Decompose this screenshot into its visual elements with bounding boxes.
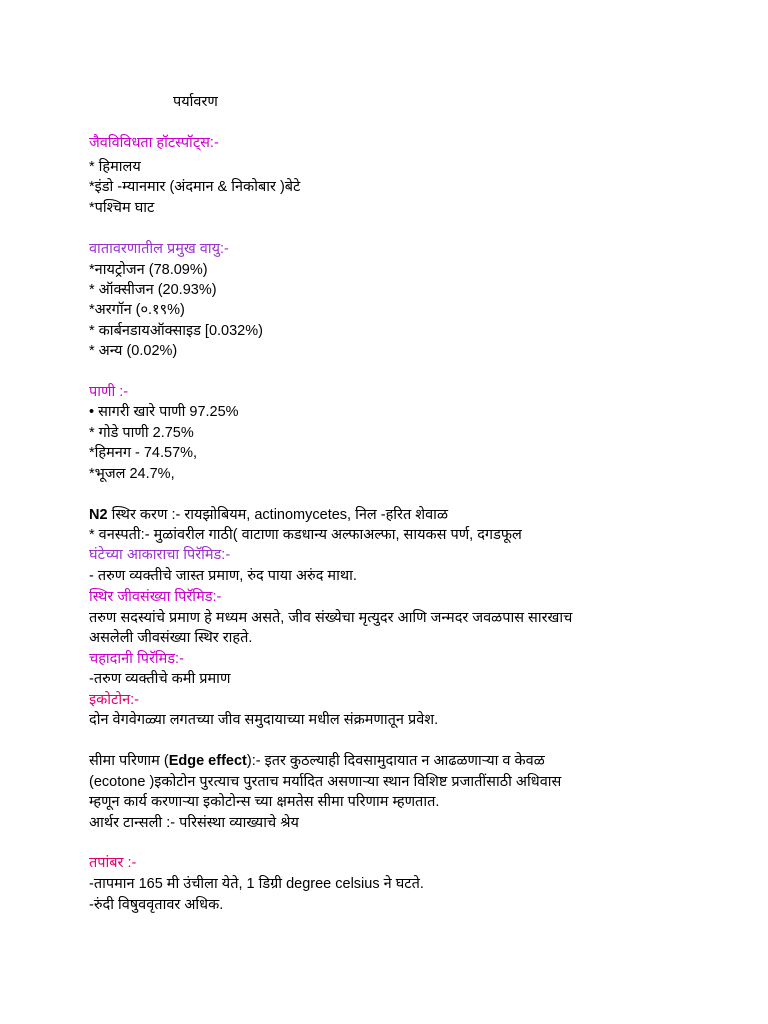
n2-label: N2 [89,507,108,523]
list-item: * अन्य (0.02%) [89,343,178,359]
list-item: *इंडो -म्यानमार (अंदमान & निकोबार )बेटे [89,179,301,195]
tapambar-line1: -तापमान 165 मी उंचीला येते, 1 डिग्री degree celsius ने घटते. [89,876,424,892]
pyramid-bell-heading: घंटेच्या आकाराचा पिरॅमिड:- [89,547,231,563]
hotspots-heading: जैवविविधता हॉटस्पॉट्स:- [89,135,219,151]
list-item: *पश्चिम घाट [89,200,155,216]
tapambar-line2: -रुंदी विषुववृतावर अधिक. [89,897,224,913]
pyramid-urn-heading: चहादानी पिरॅमिड:- [89,651,184,667]
list-item: *अरगॉन (०.१९%) [89,302,185,318]
pyramid-urn-text: -तरुण व्यक्तीचे कमी प्रमाण [89,671,231,687]
n2-text: स्थिर करण :- रायझोबियम, actinomycetes, निल -हरित शेवाळ [107,507,448,523]
list-item: * गोडे पाणी 2.75% [89,425,194,441]
pyramid-stable-line2: असलेली जीवसंख्या स्थिर राहते. [89,630,253,646]
edge-suffix: ):- इतर कुठल्याही दिवसामुदायात न आढळणाऱ्या व केवळ [246,753,545,769]
edge-effect-line3: म्हणून कार्य करणाऱ्या इकोटोन्स च्या क्षमतेस सीमा परिणाम म्हणतात. [89,794,440,810]
edge-effect-line1 [89,751,545,771]
edge-bold: Edge effect [168,753,247,769]
pyramid-stable-line1: तरुण सदस्यांचे प्रमाण हे मध्यम असते, जीव संख्येचा मृत्युदर आणि जन्मदर जवळपास सारखाच [89,610,573,626]
list-item: *हिमनग - 74.57%, [89,445,198,461]
list-item: * कार्बनडायऑक्साइड [0.032%) [89,323,263,339]
list-item: *भूजल 24.7%, [89,466,175,482]
edge-prefix: सीमा परिणाम ( [89,753,169,769]
gases-heading: वातावरणातील प्रमुख वायु:- [89,241,229,257]
pyramid-bell-text: - तरुण व्यक्तीचे जास्त प्रमाण, रुंद पाया अरुंद माथा. [89,568,357,584]
ecotone-heading: इकोटोन:- [89,692,139,708]
n2-fixation-line [89,505,448,525]
pyramid-stable-heading: स्थिर जीवसंख्या पिरॅमिड:- [89,589,222,605]
edge-effect-line4: आर्थर टान्सली :- परिसंस्था व्याख्याचे श्रेय [89,815,299,831]
n2-plants-line: * वनस्पती:- मुळांवरील गाठी( वाटाणा कडधान्य अल्फाअल्फा, सायकस पर्ण, दगडफूल [89,527,522,543]
tapambar-heading: तपांबर :- [89,855,137,871]
page-title: पर्यावरण [173,94,218,110]
ecotone-text: दोन वेगवेगळ्या लगतच्या जीव समुदायाच्या मधील संक्रमणातून प्रवेश. [89,712,439,728]
water-heading: पाणी :- [89,384,129,400]
list-item: • सागरी खारे पाणी 97.25% [89,404,239,420]
list-item: * हिमालय [89,159,141,175]
list-item: * ऑक्सीजन (20.93%) [89,282,217,298]
edge-effect-line2: (ecotone )इकोटोन पुरत्याच पुरताच मर्यादित असणाऱ्या स्थान विशिष्ट प्रजातींसाठी अधिवास [89,774,562,790]
list-item: *नायट्रोजन (78.09%) [89,262,208,278]
